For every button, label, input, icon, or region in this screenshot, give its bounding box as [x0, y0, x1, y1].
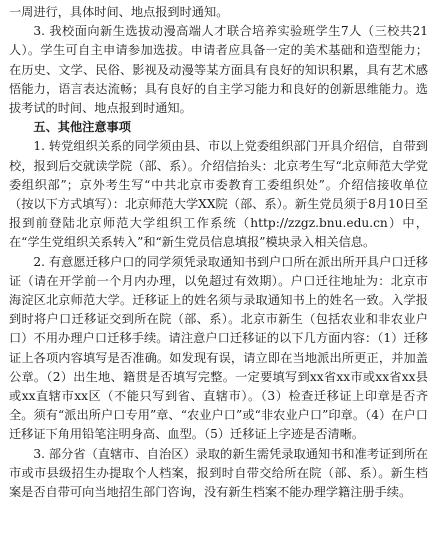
paragraph-student-archives: 3. 部分省（直辖市、自治区）录取的新生需凭录取通知书和准考证到所在市或市县级招生办提取个人档案，报到时自带交给所在院（部、系）。新生档案是否自带可向当地招生部门咨询，没有新生档案不能办理学籍注册手续。	[9, 446, 428, 500]
paragraph-continued: 一周进行，具体时间、地点报到时通知。	[9, 5, 229, 19]
paragraph-party-relations: 1. 转党组织关系的同学须由县、市以上党委组织部门开具介绍信，自带到校，报到后交就读学院（部、系）。介绍信抬头：北京考生写“北京师范大学党委组织部”；京外考生写“中共北京市委教育工委组织处”。介绍信接收单位（按以下方式填写）：北京师范大学XX院（部、系）。新生党员须于8月10日至报到前登陆北京师范大学组织工作系统（http://zzgz.bnu.edu.cn）中，在“学生党组织关系转入”和“新生党员信息填报”模块录入相关信息。	[9, 139, 428, 250]
paragraph-animation-class: 3. 我校面向新生选拔动漫高端人才联合培养实验班学生7人（三校共21人）。学生可自主申请参加选拔。申请者应具备一定的美术基础和造型能力；在历史、文学、民俗、影视及动漫等某方面具有良好的知识积累，具有艺术感悟能力，语言表达流畅；具有良好的自主学习能力和良好的创新思维能力。选拔考试的时间、地点报到时通知。	[9, 24, 428, 116]
section-heading-other-notes: 五、其他注意事项	[33, 120, 131, 135]
paragraph-household-registration: 2. 有意愿迁移户口的同学须凭录取通知书到户口所在派出所开具户口迁移证（请在开学前一个月内办理，以免超过有效期）。户口迁往地址为：北京市海淀区北京师范大学。迁移证上的姓名须与录取通知书上的姓名一致。入学报到时将户口迁移证交到所在院（部、系）。北京市新生（包括农业和非农业户口）不用办理户口迁移手续。请注意户口迁移证的以下几方面内容：（1）迁移证上各项内容填写是否准确。如发现有误，请立即在当地派出所更正，并加盖公章。（2）出生地、籍贯是否填写完整。一定要填写到xx省xx市或xx省xx县或xx直辖市xx区（不能只写到省、直辖市）。（3）检查迁移证上印章是否齐全。须有“派出所户口专用”章、“农业户口”或“非农业户口”印章。（4）在户口迁移证下角用铅笔注明身高、血型。（5）迁移证上字迹是否清晰。	[9, 254, 428, 442]
